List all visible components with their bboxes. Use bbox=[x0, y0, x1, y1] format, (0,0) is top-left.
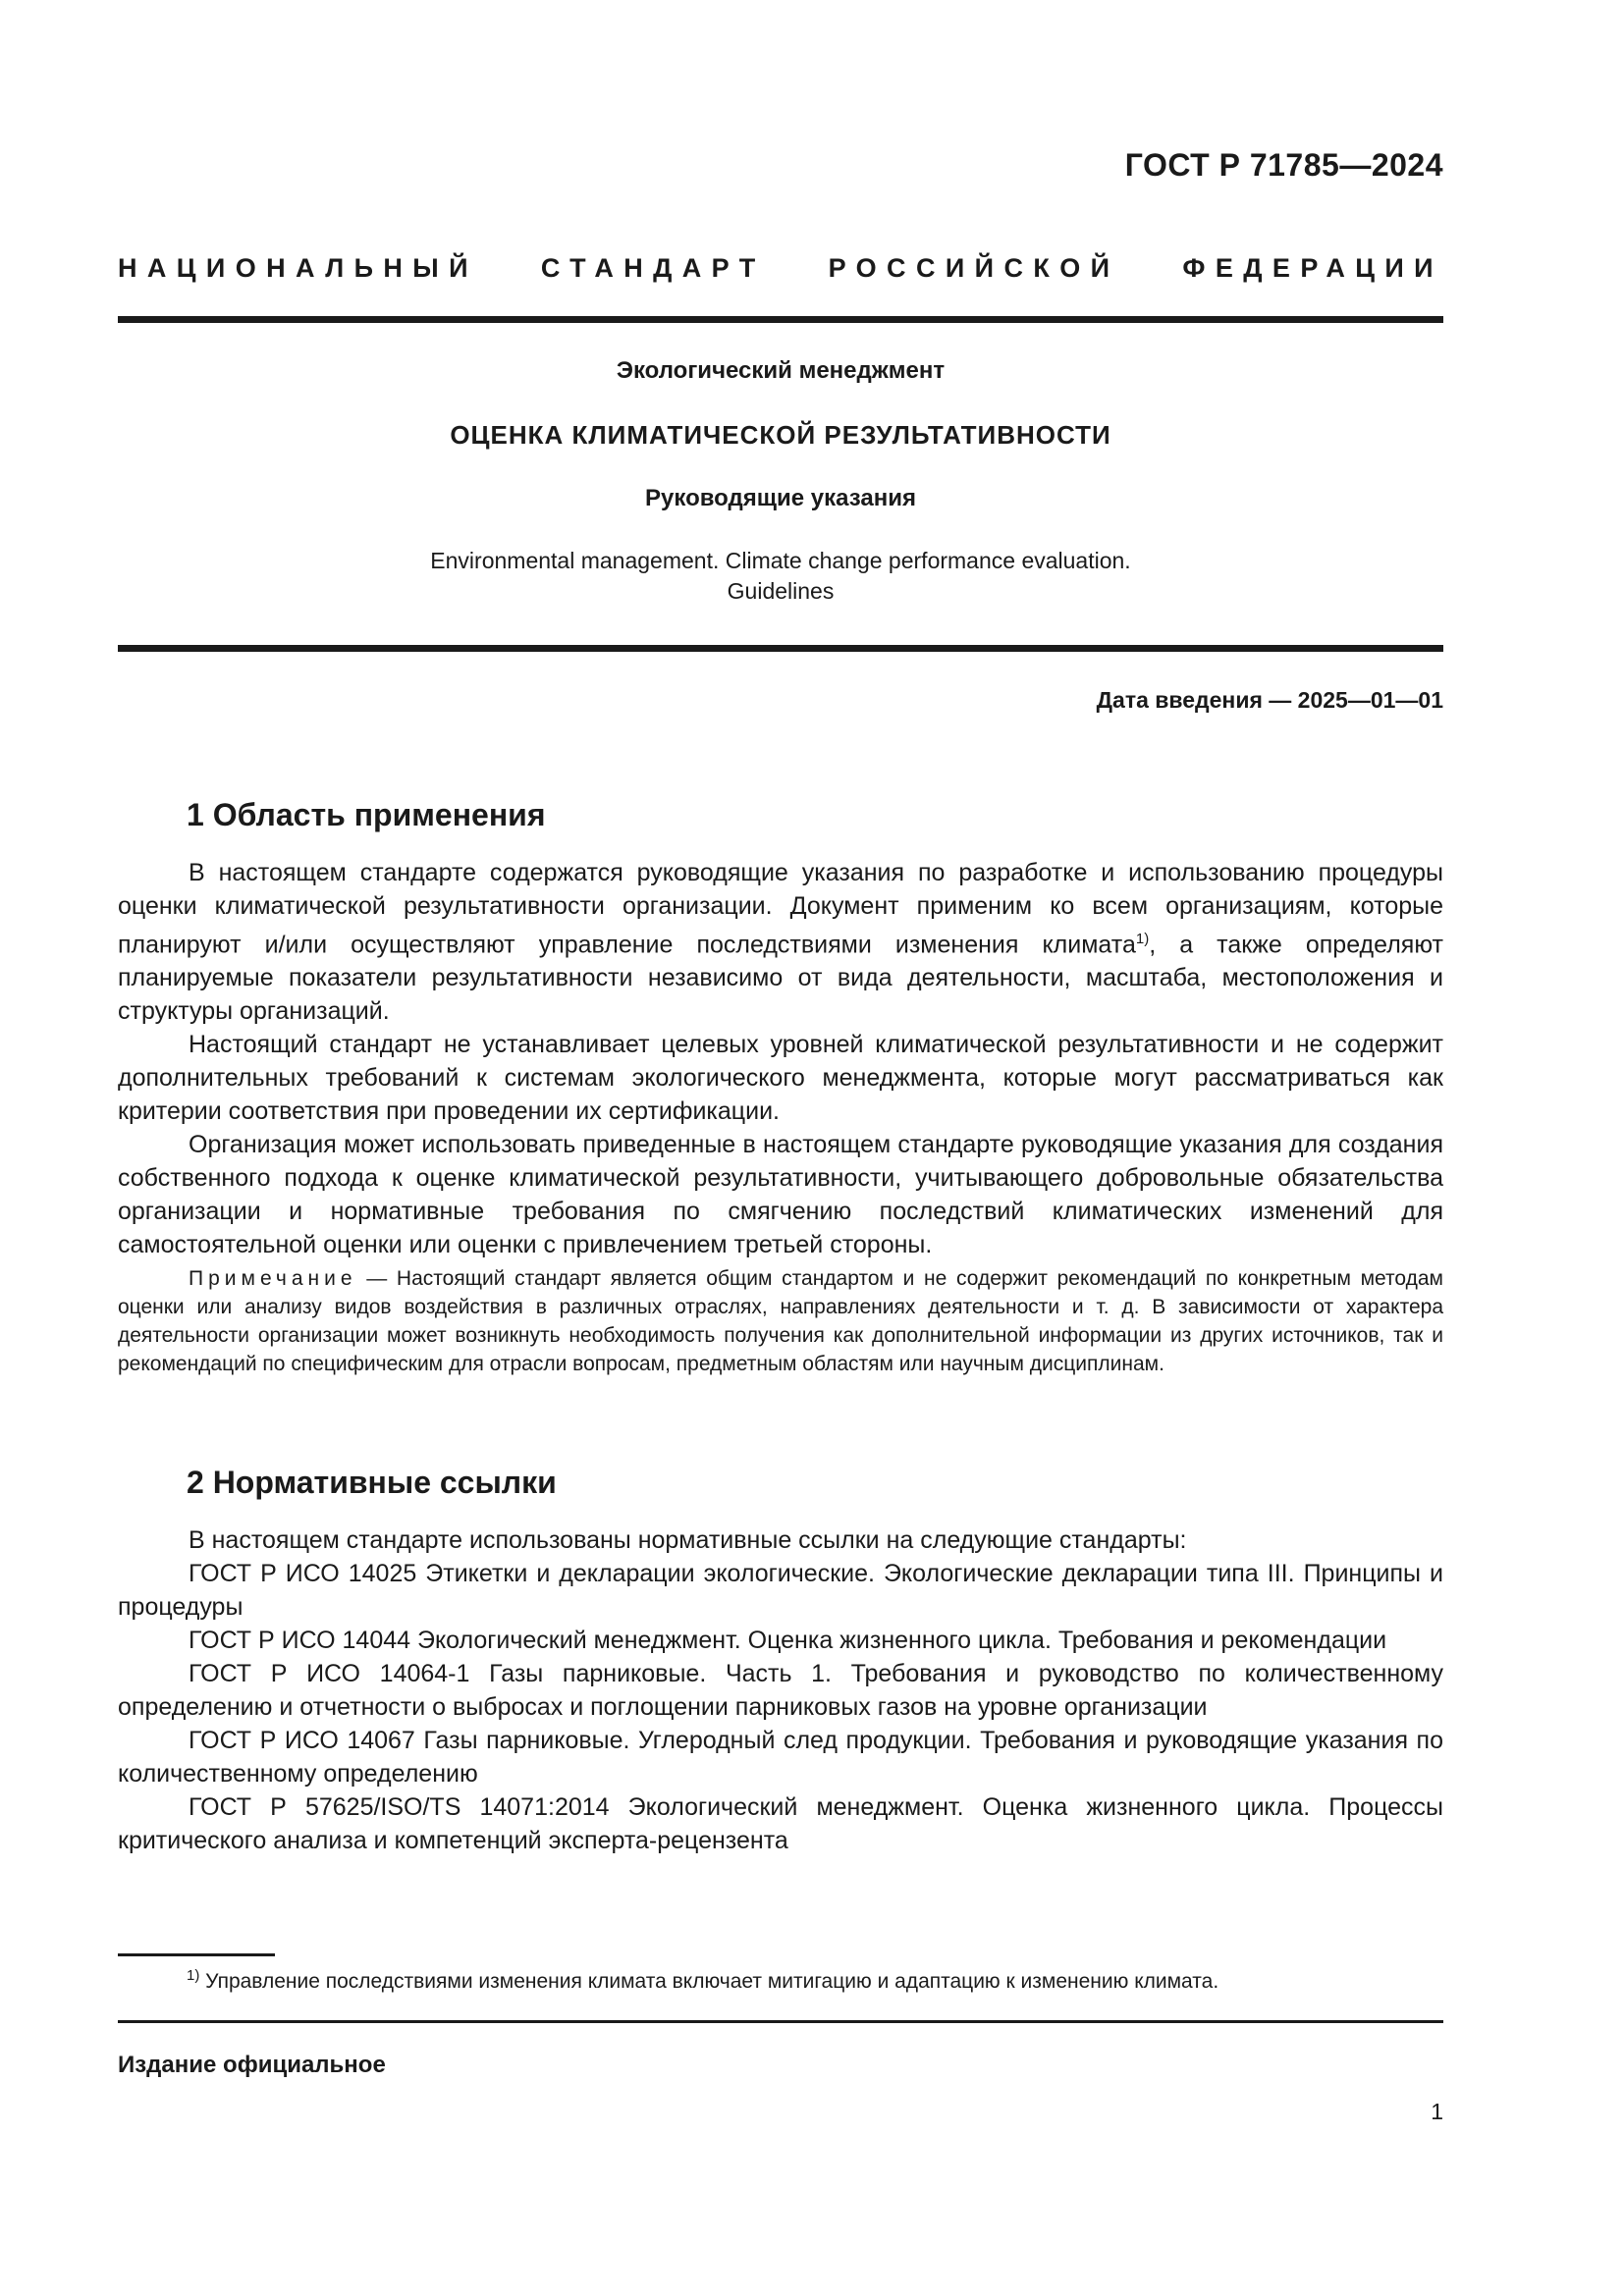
footnote-reference[interactable]: 1) bbox=[1135, 931, 1150, 947]
subject-title: Экологический менеджмент bbox=[616, 357, 946, 384]
national-standard-title: НАЦИОНАЛЬНЫЙ СТАНДАРТ РОССИЙСКОЙ ФЕДЕРАЦИИ bbox=[118, 253, 1443, 283]
subtitle: Руководящие указания bbox=[645, 485, 916, 511]
section-2-heading: 2 Нормативные ссылки bbox=[187, 1465, 557, 1500]
section-1-body bbox=[118, 856, 1443, 1261]
note-paragraph bbox=[118, 1264, 1443, 1378]
paragraph-text: , а также определяют планируемые показатели результативности независимо от вида деятельности, масштаба, местоположения и структуры организаций. bbox=[118, 931, 1443, 1026]
footnote-marker: 1) bbox=[187, 1967, 200, 1984]
reference-item: ГОСТ Р ИСО 14025 Этикетки и декларации экологические. Экологические декларации типа III. Принципы и процедуры bbox=[118, 1560, 1443, 1621]
english-title-line1: Environmental management. Climate change performance evaluation. bbox=[430, 548, 1131, 573]
note-text: — Настоящий стандарт является общим стандартом и не содержит рекомендаций по конкретным методам оценки или анализу видов воздействия в различных отраслях, направлениях деятельности и т. д. В зависимости от характера деятельности организации может возникнуть необходимость получения как дополнительной информации из других источников, так и рекомендаций по специфическим для отрасли вопросам, предметным областям или научным дисциплинам. bbox=[118, 1267, 1443, 1375]
references-intro: В настоящем стандарте использованы нормативные ссылки на следующие стандарты: bbox=[189, 1526, 1187, 1554]
page-number: 1 bbox=[1431, 2099, 1443, 2124]
main-title: ОЦЕНКА КЛИМАТИЧЕСКОЙ РЕЗУЛЬТАТИВНОСТИ bbox=[450, 420, 1111, 450]
section-1-note bbox=[118, 1264, 1443, 1378]
reference-item: ГОСТ Р ИСО 14064-1 Газы парниковые. Часть 1. Требования и руководство по количественному определению и отчетности о выбросах и поглощении парниковых газов на уровне организации bbox=[118, 1660, 1443, 1721]
note-label: Примечание bbox=[189, 1267, 357, 1290]
reference-item: ГОСТ Р 57625/ISO/TS 14071:2014 Экологический менеджмент. Оценка жизненного цикла. Процессы критического анализа и компетенций эксперта-рецензента bbox=[118, 1793, 1443, 1854]
section-1-paragraph-1 bbox=[118, 856, 1443, 1028]
footnote-text: Управление последствиями изменения климата включает митигацию и адаптацию к изменению климата. bbox=[199, 1970, 1219, 1993]
english-title bbox=[118, 546, 1443, 607]
top-rule bbox=[118, 316, 1443, 323]
document-id: ГОСТ Р 71785—2024 bbox=[1124, 147, 1443, 183]
paragraph-text: В настоящем стандарте содержатся руководящие указания по разработке и использованию процедуры оценки климатической результативности организации. Документ применим ко всем организациям, которые планируют и/или осуществляют управление последствиями изменения климата bbox=[118, 859, 1443, 959]
footnote bbox=[187, 1961, 1218, 1997]
title-bottom-rule bbox=[118, 645, 1443, 652]
introduction-date: Дата введения — 2025—01—01 bbox=[1096, 687, 1443, 713]
section-1-heading: 1 Область применения bbox=[187, 797, 546, 832]
official-edition-label: Издание официальное bbox=[118, 2052, 386, 2078]
reference-item: ГОСТ Р ИСО 14067 Газы парниковые. Углеродный след продукции. Требования и руководящие указания по количественному определению bbox=[118, 1727, 1443, 1788]
reference-item: ГОСТ Р ИСО 14044 Экологический менеджмент. Оценка жизненного цикла. Требования и рекомендации bbox=[189, 1627, 1387, 1654]
english-title-line2: Guidelines bbox=[727, 578, 835, 604]
footnote-separator bbox=[118, 1953, 275, 1956]
footer-rule bbox=[118, 2020, 1443, 2023]
section-1-paragraph-2: Настоящий стандарт не устанавливает целевых уровней климатической результативности и не содержит дополнительных требований к системам экологического менеджмента, которые могут рассматриваться как критерии соответствия при проведении их сертификации. bbox=[118, 1031, 1443, 1126]
section-1-paragraph-3: Организация может использовать приведенные в настоящем стандарте руководящие указания для создания собственного подхода к оценке климатической результативности, учитывающего добровольные обязательства организации и нормативные требования по смягчению последствий климатических изменений для самостоятельной оценки или оценки с привлечением третьей стороны. bbox=[118, 1131, 1443, 1259]
section-2-body bbox=[118, 1523, 1443, 1857]
